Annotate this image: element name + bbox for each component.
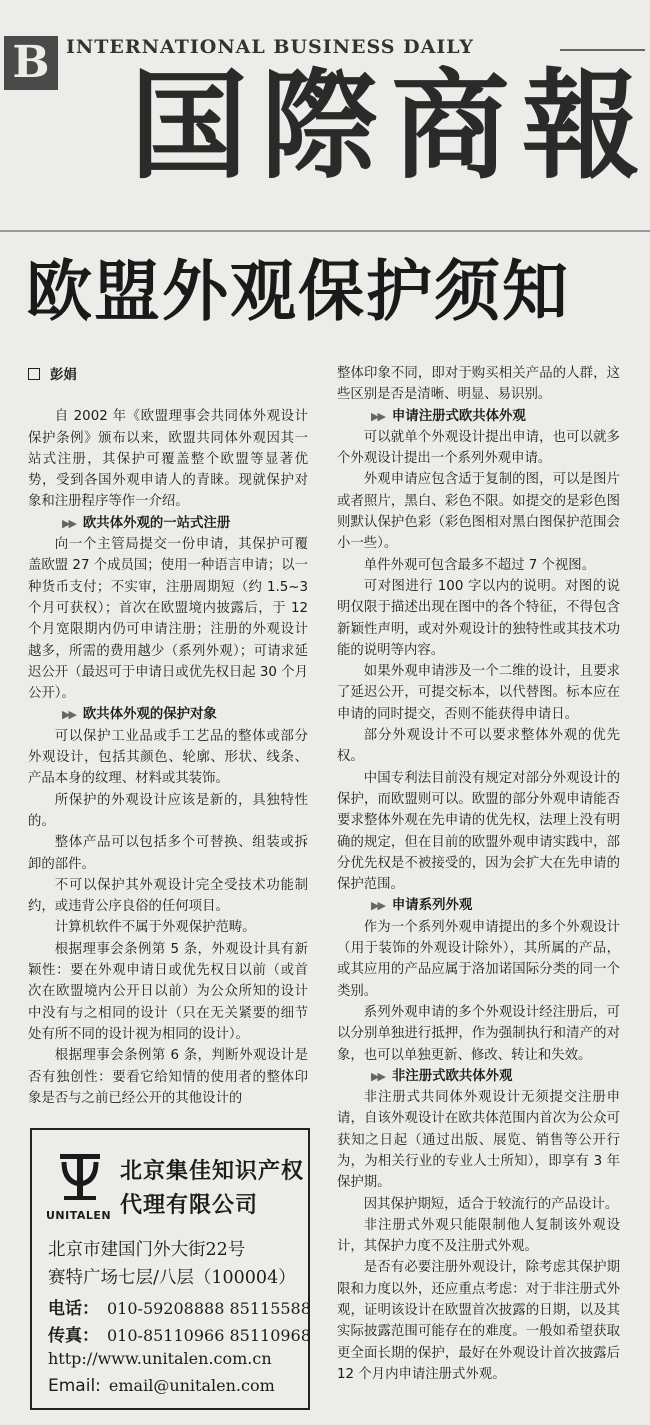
ad-phone-value: 010-59208888 85115588 bbox=[107, 1299, 311, 1318]
section-subheading-text: 欧共体外观的一站式注册 bbox=[82, 515, 231, 531]
masthead-logo bbox=[4, 36, 58, 90]
paragraph: 根据理事会条例第 5 条，外观设计具有新颖性：要在外观申请日或优先权日以前（或首次在欧盟境内公开日以前）为公众所知的设计中没有与之相同的设计（只在无关紧要的细节处有所不同的设计视为相同的设计）。 bbox=[28, 941, 308, 1042]
paragraph: 单件外观可包含最多不超过 7 个视图。 bbox=[363, 557, 596, 573]
article-headline: 欧盟外观保护须知 bbox=[26, 253, 570, 330]
paragraph: 中国专利法目前没有规定对部分外观设计的保护，而欧盟则可以。欧盟的部分外观申请能否要求整体外观在先申请的优先权，法理上没有明确的规定，但在目前的欧盟外观申请实践中，部分优先权是不被接受的，因为会扩大在先申请的保护范围。 bbox=[337, 770, 620, 893]
double-arrow-icon: ▶▶ bbox=[62, 516, 75, 530]
section-subheading-text: 非注册式欧共体外观 bbox=[391, 1068, 513, 1084]
paragraph: 根据理事会条例第 6 条，判断外观设计是否有独创性：要看它给知情的使用者的整体印象是否与之前已经公开的其他设计的 bbox=[28, 1048, 308, 1106]
ad-email-label: Email: bbox=[48, 1376, 101, 1396]
section-subheading bbox=[28, 704, 308, 725]
paragraph: 整体印象不同，即对于购买相关产品的人群，这些区别是否是清晰、明显、易识别。 bbox=[337, 366, 620, 403]
section-subheading bbox=[337, 1066, 620, 1087]
article-column-left bbox=[28, 365, 308, 1109]
masthead-char-2: 際 bbox=[260, 56, 379, 195]
double-arrow-icon: ▶▶ bbox=[371, 1069, 384, 1083]
ad-website-link[interactable]: http://www.unitalen.com.cn bbox=[48, 1349, 272, 1368]
paragraph: 外观申请应包含适于复制的图，可以是图片或者照片，黑白、彩色不限。如提交的是彩色图则默认保护色彩（彩色图相对黑白图保护范围会小一些）。 bbox=[337, 472, 620, 552]
paragraph: 非注册式共同体外观设计无须提交注册申请，自该外观设计在欧共体范围内首次为公众可获知之日起（通过出版、展览、销售等公开行为，为相关行业的专业人士所知），即享有 3 年保护期。 bbox=[337, 1090, 620, 1191]
ad-address-line2: 赛特广场七层/八层（100004） bbox=[48, 1268, 296, 1288]
paragraph: 可对图进行 100 字以内的说明。对图的说明仅限于描述出现在图中的各个特征，不得包含新颖性声明，或对外观设计的独特性或其技术功能的说明等内容。 bbox=[337, 578, 620, 658]
paragraph: 整体产品可以包括多个可替换、组装或拆卸的部件。 bbox=[28, 835, 308, 872]
paragraph: 因其保护期短，适合于较流行的产品设计。 bbox=[363, 1196, 619, 1212]
section-subheading-text: 申请系列外观 bbox=[391, 898, 473, 914]
double-arrow-icon: ▶▶ bbox=[371, 899, 384, 913]
paragraph: 向一个主管局提交一份申请，其保护可覆盖欧盟 27 个成员国；使用一种语言申请；以一种货币支付；不实审，注册周期短（约 1.5~3 个月可获权）；首次在欧盟境内披露后，于 12 个月宽限期内仍可申请注册；注册的外观设计越多，所需的费用越少（系列外观）；可请求延迟公开（最迟可于申请日或优先权日起 30 个月公开）。 bbox=[28, 537, 308, 702]
unitalen-logo-icon bbox=[46, 1150, 128, 1212]
masthead-char-4: 報 bbox=[521, 56, 640, 195]
paragraph: 可以保护工业品或手工艺品的整体或部分外观设计，包括其颜色、轮廓、形状、线条、产品本身的纹理、材料或其装饰。 bbox=[28, 728, 308, 787]
advertisement-box bbox=[30, 1128, 310, 1410]
left-column-body bbox=[28, 406, 308, 1109]
article-column-right bbox=[337, 363, 620, 1385]
paragraph: 不可以保护其外观设计完全受技术功能制约，或违背公序良俗的任何项目。 bbox=[28, 877, 308, 915]
masthead-char-1: 国 bbox=[130, 56, 249, 195]
section-subheading bbox=[337, 406, 620, 427]
byline-box-icon bbox=[28, 368, 40, 380]
paragraph: 非注册式外观只能限制他人复制该外观设计，其保护力度不及注册式外观。 bbox=[337, 1217, 620, 1255]
masthead-rule bbox=[560, 49, 645, 51]
paragraph: 计算机软件不属于外观保护范畴。 bbox=[54, 920, 256, 936]
ad-phone-label: 电话： bbox=[48, 1299, 99, 1319]
ad-fax bbox=[48, 1321, 311, 1346]
paragraph: 部分外观设计不可以要求整体外观的优先权。 bbox=[337, 728, 620, 765]
byline bbox=[28, 365, 308, 386]
paragraph: 作为一个系列外观申请提出的多个外观设计（用于装饰的外观设计除外），其所属的产品，或其应用的产品应属于洛加诺国际分类的同一个类别。 bbox=[337, 919, 620, 999]
paragraph: 所保护的外观设计应该是新的，具独特性的。 bbox=[28, 792, 308, 829]
masthead-logo-letter: B bbox=[12, 37, 50, 88]
paragraph: 如果外观申请涉及一个二维的设计，且要求了延迟公开，可提交标本，以代替图。标本应在申请的同时提交，否则不能获得申请日。 bbox=[337, 664, 620, 722]
byline-author: 彭娟 bbox=[50, 368, 77, 383]
ad-company-name-line2: 代理有限公司 bbox=[120, 1193, 259, 1218]
masthead-char-3: 商 bbox=[391, 56, 510, 195]
ad-email[interactable] bbox=[48, 1376, 275, 1396]
section-subheading-text: 欧共体外观的保护对象 bbox=[82, 707, 217, 723]
ad-fax-label: 传真： bbox=[48, 1326, 99, 1346]
masthead-divider bbox=[0, 230, 650, 232]
ad-fax-value: 010-85110966 85110968 bbox=[107, 1326, 311, 1345]
paragraph: 系列外观申请的多个外观设计经注册后，可以分别单独进行抵押，作为强制执行和清产的对象，也可以单独更新、修改、转让和失效。 bbox=[337, 1004, 620, 1063]
paragraph: 自 2002 年《欧盟理事会共同体外观设计保护条例》颁布以来，欧盟共同体外观因其一站式注册，其保护可覆盖整个欧盟等显著优势，受到各国外观申请人的青睐。现就保护对象和注册程序等作一介绍。 bbox=[28, 409, 308, 510]
double-arrow-icon: ▶▶ bbox=[62, 708, 75, 722]
masthead-english-title: INTERNATIONAL BUSINESS DAILY bbox=[66, 36, 474, 58]
paragraph: 可以就单个外观设计提出申请，也可以就多个外观设计提出一个系列外观申请。 bbox=[337, 429, 620, 467]
ad-email-value[interactable]: email@unitalen.com bbox=[108, 1376, 275, 1395]
masthead-chinese-title bbox=[130, 56, 640, 196]
paragraph: 是否有必要注册外观设计，除考虑其保护期限和力度以外，还应重点考虑：对于非注册式外观，证明该设计在欧盟首次披露的日期，以及其实际披露范围可能存在的难度。一般如希望获取更全面长期的保护，最好在外观设计首次披露后 12 个月内申请注册式外观。 bbox=[337, 1260, 620, 1382]
ad-website[interactable] bbox=[48, 1349, 272, 1369]
ad-company-name-line1: 北京集佳知识产权 bbox=[120, 1159, 305, 1184]
section-subheading bbox=[337, 895, 620, 916]
ad-brand-en: UNITALEN bbox=[46, 1209, 112, 1222]
ad-phone bbox=[48, 1294, 311, 1319]
section-subheading bbox=[28, 513, 308, 534]
ad-address-line1: 北京市建国门外大街22号 bbox=[48, 1240, 246, 1260]
double-arrow-icon: ▶▶ bbox=[371, 409, 384, 423]
right-column-body bbox=[337, 363, 620, 1385]
section-subheading-text: 申请注册式欧共体外观 bbox=[391, 408, 526, 424]
